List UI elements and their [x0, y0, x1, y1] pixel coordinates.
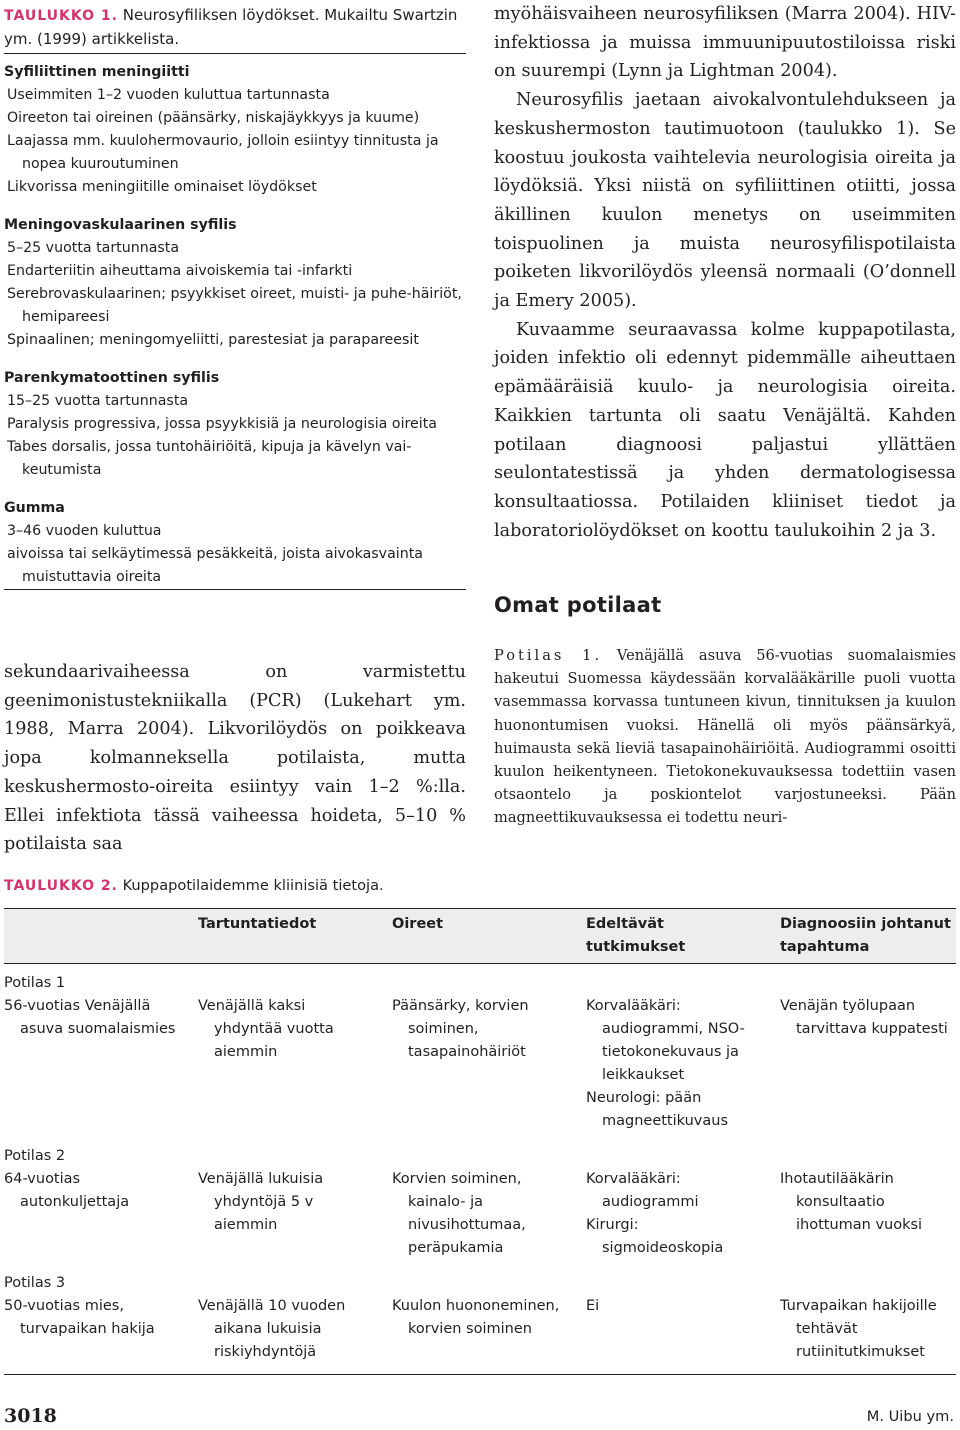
header-line: Oireet [392, 916, 444, 932]
cell-line: Venäjällä kaksi yhdyntää vuotta aiemmin [198, 998, 334, 1060]
cell-line: Kirurgi: sigmoideoskopia [586, 1217, 724, 1256]
cell-line: Venäjän työlupaan tarvittava kuppatesti [780, 998, 948, 1037]
table1-section [4, 214, 466, 352]
table2-cell [4, 995, 182, 1041]
cell-line: Päänsärky, korvien soiminen, tasapainohäiriöt [392, 998, 529, 1060]
table2-cell [392, 1295, 572, 1341]
table2-patient-label: Potilas 1 [4, 975, 66, 991]
patient1-paragraph [494, 644, 956, 830]
table1-line: Endarteriitin aiheuttama aivoiskemia tai -infarkti [7, 263, 353, 279]
header-line: Edeltävät [586, 916, 664, 932]
table2-cell [4, 1168, 154, 1214]
table2-cell [198, 995, 368, 1064]
table1-line: 15–25 vuotta tartunnasta [7, 393, 189, 409]
table1-line: Likvorissa meningiitille ominaiset löydökset [7, 179, 317, 195]
cell-line: Venäjällä lukuisia yhdyntöjä 5 v aiemmin [198, 1171, 324, 1233]
table2-caption [4, 877, 384, 894]
table1-caption-text: Neurosyfiliksen löydökset. Mukailtu Swartzin ym. (1999) artikkelista. [4, 6, 458, 48]
body-paragraph: Kuvaamme seuraavassa kolme kuppapotilasta, joiden infektio oli edennyt pidemmälle aiheuttaen epämääräisiä kuulo- ja neurologisia oireita. Kaikkien tartunta oli saatu Venäjältä. Kahden potilaan diagnoosi paljastui yllättäen seulontatestissä ja yhden dermatologisessa konsultaatiossa. Potilaiden kliiniset tiedot ja laboratoriolöydökset on koottu taulukoihin 2 ja 3. [494, 319, 956, 541]
table1-caption [4, 4, 466, 51]
table2-header-cell [586, 913, 766, 959]
table1-line: aivoissa tai selkäytimessä pesäkkeitä, joista aivokasvainta muistuttavia oireita [7, 546, 423, 585]
cell-line: Venäjällä 10 vuoden aikana lukuisia riskiyhdyntöjä [198, 1298, 346, 1360]
table2-cell [586, 995, 754, 1133]
section-heading: Omat potilaat [494, 593, 662, 617]
cell-line: 64-vuotias autonkuljettaja [4, 1171, 130, 1210]
cell-line: Turvapaikan hakijoille tehtävät rutiinitutkimukset [780, 1298, 937, 1360]
table2-bottom-rule [4, 1374, 956, 1375]
body-paragraph: Neurosyfilis jaetaan aivokalvontulehdukseen ja keskushermoston tautimuotoon (taulukko 1). Se koostuu joukosta vaihtelevia neurologisia oireita ja löydöksiä. Yksi niistä on syfiliittinen otiitti, jossa äkillinen kuulon menetys on useimmiten toispuolinen ja muista neurosyfilispotilaista poiketen likvorilöydös yleensä normaali (O’donnell ja Emery 2005). [494, 90, 956, 312]
table2-caption-label: TAULUKKO 2. [4, 878, 118, 894]
patient1-text: Venäjällä asuva 56-vuotias suomalaismies hakeutui Suomessa käydessään korvalääkärille puoli vuotta vasemmassa korvassa tuntuneen kivun, tinnituksen ja kuulon huonontumisen vuoksi. Hänellä oli myös päänsärkyä, huimausta sekä lieviä tasapainohäiriöitä. Audiogrammi osoitti kuulon heikentyneen. Tietokonekuvauksessa todettiin vasen otsaontelo ja poskiontelot varjostuneeksi. Pään magneettikuvauksessa ei todettu neuri- [494, 647, 957, 827]
header-line: tutkimukset [586, 939, 686, 955]
table2-cell [586, 1295, 754, 1318]
cell-line: Korvien soiminen, kainalo- ja nivusihottumaa, peräpukamia [392, 1171, 526, 1256]
cell-line: Korvalääkäri: audiogrammi [586, 1171, 699, 1210]
table2-cell [780, 1168, 950, 1237]
table2-header-cell [780, 913, 956, 959]
cell-line: Ihotautilääkärin konsultaatio ihottuman vuoksi [780, 1171, 923, 1233]
cell-line: 56-vuotias Venäjällä asuva suomalaismies [4, 998, 176, 1037]
cell-line: Korvalääkäri: audiogrammi, NSO-tietokonekuvaus ja leikkaukset [586, 998, 745, 1083]
table1-line: Serebrovaskulaarinen; psyykkiset oireet, muisti- ja puhe-häiriöt, hemipareesi [7, 286, 462, 325]
table1-line: Spinaalinen; meningomyeliitti, parestesiat ja parapareesit [7, 332, 419, 348]
table2-cell [392, 1168, 564, 1260]
author-footer: M. Uibu ym. [866, 1408, 954, 1425]
table1-section-title: Syfiliittinen meningiitti [4, 64, 190, 80]
cell-line: 50-vuotias mies, turvapaikan hakija [4, 1298, 155, 1337]
left-column-text [4, 658, 466, 859]
table1-line: 3–46 vuoden kuluttua [7, 523, 162, 539]
header-line: tapahtuma [780, 939, 870, 955]
table2-patient-label: Potilas 3 [4, 1275, 66, 1291]
table1-top-rule [4, 53, 466, 54]
table2-cell [198, 1168, 348, 1237]
table2-cell [586, 1168, 754, 1260]
table1-section-title: Meningovaskulaarinen syfilis [4, 217, 237, 233]
table2-header-cell [198, 913, 378, 936]
table2-cell [780, 995, 950, 1041]
table2-cell [780, 1295, 950, 1364]
table2-patient-label: Potilas 2 [4, 1148, 66, 1164]
table1-line: Laajassa mm. kuulohermovaurio, jolloin esiintyy tinnitusta ja nopea kuuroutuminen [7, 133, 439, 172]
page-number: 3018 [4, 1405, 57, 1427]
cell-line: Kuulon huononeminen, korvien soiminen [392, 1298, 560, 1337]
table1-section-title: Parenkymatoottinen syfilis [4, 370, 220, 386]
table1-section [4, 61, 466, 199]
cell-line: Neurologi: pään magneettikuvaus [586, 1090, 728, 1129]
table1-section-title: Gumma [4, 500, 65, 516]
header-line: Tartuntatiedot [198, 916, 317, 932]
right-column-text [494, 0, 956, 545]
table2-cell [4, 1295, 182, 1341]
table1-line: 5–25 vuotta tartunnasta [7, 240, 180, 256]
table1-line: Useimmiten 1–2 vuoden kuluttua tartunnasta [7, 87, 330, 103]
table2-header-cell [392, 913, 572, 936]
cell-line: Ei [586, 1298, 600, 1314]
table2-cell [392, 995, 564, 1064]
body-paragraph: sekundaarivaiheessa on varmistettu geenimonistustekniikalla (PCR) (Lukehart ym. 1988, Marra 2004). Likvorilöydös on poikkeava jopa kolmanneksella potilaista, mutta keskushermosto-oireita esiintyy vain 1–2 %:lla. Ellei infektiota tässä vaiheessa hoideta, 5–10 % potilaista saa [4, 662, 466, 855]
table1-line: Oireeton tai oireinen (päänsärky, niskajäykkyys ja kuume) [7, 110, 420, 126]
body-paragraph: myöhäisvaiheen neurosyfiliksen (Marra 2004). HIV-infektiossa ja muissa immuunipuutostiloissa riski on suurempi (Lynn ja Lightman 2004). [494, 4, 956, 82]
table1-line: Paralysis progressiva, jossa psyykkisiä ja neurologisia oireita [7, 416, 437, 432]
table1-bottom-rule [4, 589, 466, 590]
header-line: Diagnoosiin johtanut [780, 916, 951, 932]
table1-line: Tabes dorsalis, jossa tuntohäiriöitä, kipuja ja kävelyn vai-keutumista [7, 439, 412, 478]
patient1-label: Potilas 1. [494, 647, 603, 664]
table1-section [4, 497, 466, 589]
table2-cell [198, 1295, 368, 1364]
table1-body [4, 61, 466, 604]
table1-caption-label: TAULUKKO 1. [4, 8, 118, 24]
table2-caption-text: Kuppapotilaidemme kliinisiä tietoja. [122, 877, 384, 894]
table1-section [4, 367, 466, 482]
